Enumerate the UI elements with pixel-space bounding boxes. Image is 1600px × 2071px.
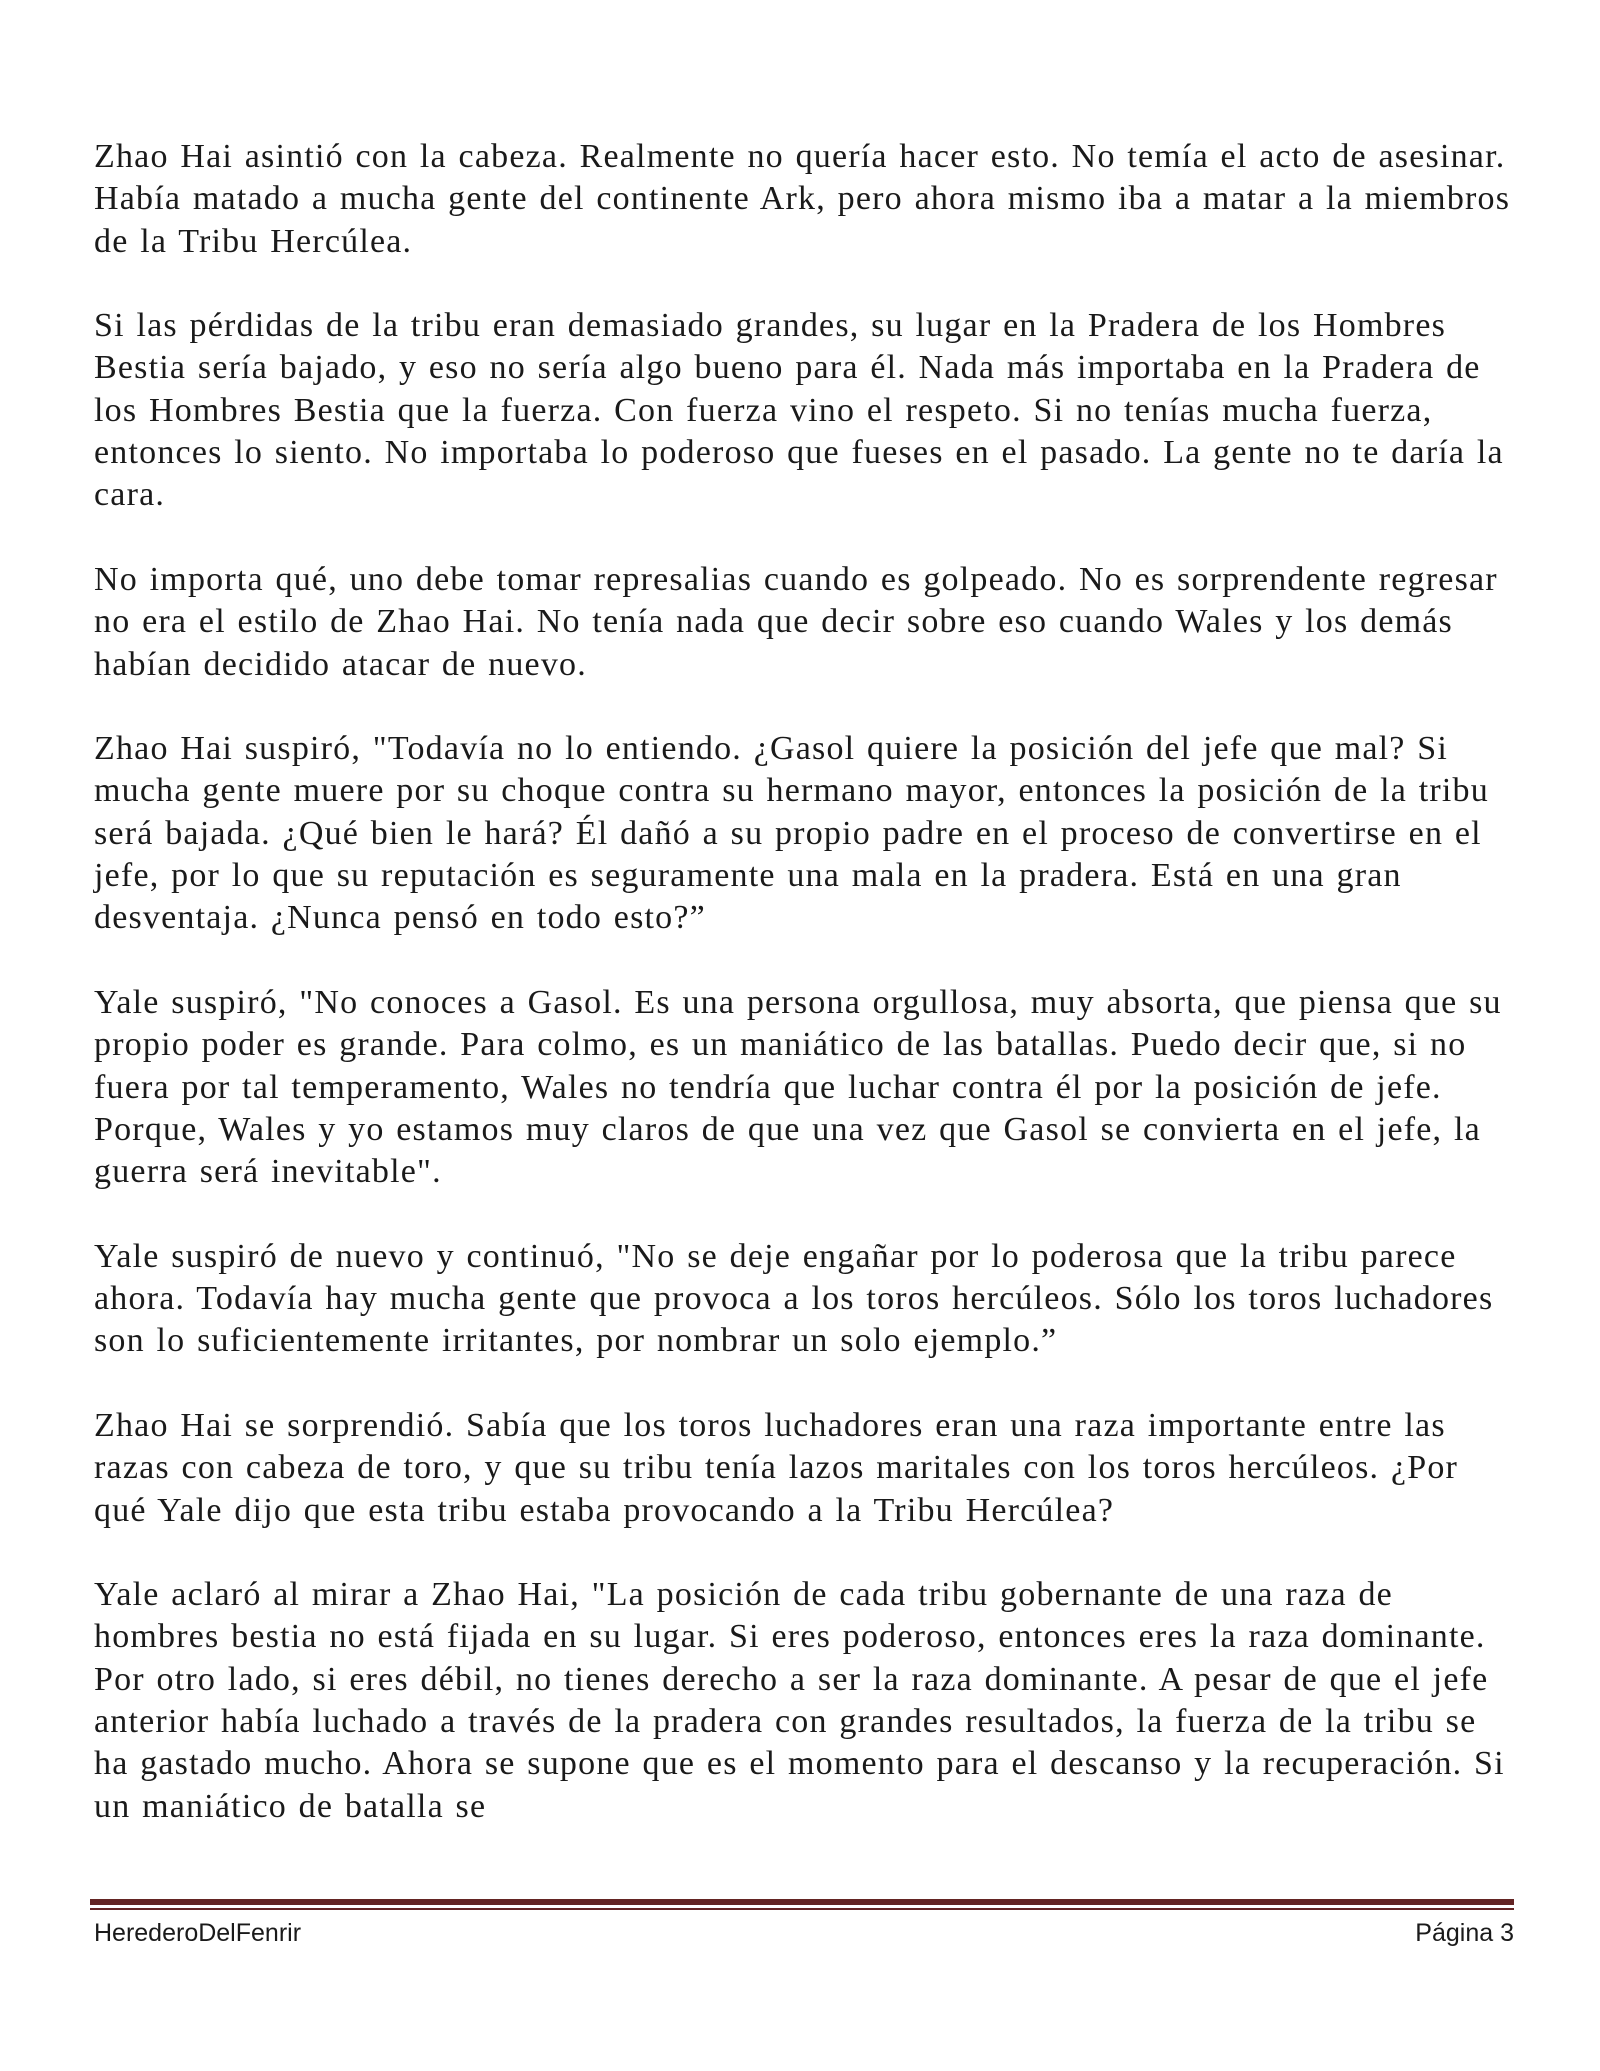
footer-author: HerederoDelFenrir: [94, 1919, 302, 1947]
paragraph: Yale aclaró al mirar a Zhao Hai, "La posición de cada tribu gobernante de una raza de hombres bestia no está fijada en su lugar. Si eres poderoso, entonces eres la raza dominante. Por otro lado, si eres débil, no tienes derecho a ser la raza dominante. A pesar de que el jefe anterior había luchado a través de la pradera con grandes resultados, la fuerza de la tribu se ha gastado mucho. Ahora se supone que es el momento para el descanso y la recuperación. Si un maniático de batalla se: [94, 1576, 1505, 1825]
paragraph: Zhao Hai suspiró, "Todavía no lo entiendo. ¿Gasol quiere la posición del jefe que mal? Si mucha gente muere por su choque contra su hermano mayor, entonces la posición de la tribu será bajada. ¿Qué bien le hará? Él dañó a su propio padre en el proceso de convertirse en el jefe, por lo que su reputación es seguramente una mala en la pradera. Está en una gran desventaja. ¿Nunca pensó en todo esto?”: [94, 730, 1489, 937]
paragraph: No importa qué, uno debe tomar represalias cuando es golpeado. No es sorprendente regresar no era el estilo de Zhao Hai. No tenía nada que decir sobre eso cuando Wales y los demás habían decidido atacar de nuevo.: [94, 560, 1498, 683]
paragraph: Si las pérdidas de la tribu eran demasiado grandes, su lugar en la Pradera de los Hombres Bestia sería bajado, y eso no sería algo bueno para él. Nada más importaba en la Pradera de los Hombres Bestia que la fuerza. Con fuerza vino el respeto. Si no tenías mucha fuerza, entonces lo siento. No importaba lo poderoso que fueses en el pasado. La gente no te daría la cara.: [94, 307, 1504, 514]
paragraph: Zhao Hai se sorprendió. Sabía que los toros luchadores eran una raza importante entre las razas con cabeza de toro, y que su tribu tenía lazos maritales con los toros hercúleos. ¿Por qué Yale dijo que esta tribu estaba provocando a la Tribu Hercúlea?: [94, 1406, 1459, 1529]
paragraph: Yale suspiró de nuevo y continuó, "No se deje engañar por lo poderosa que la tribu parece ahora. Todavía hay mucha gente que provoca a los toros hercúleos. Sólo los toros luchadores son lo suficientemente irritantes, por nombrar un solo ejemplo.”: [94, 1237, 1494, 1360]
footer-divider: [90, 1899, 1514, 1911]
footer-divider-thin: [90, 1908, 1514, 1910]
footer-page-number: Página 3: [1415, 1919, 1514, 1947]
footer-divider-thick: [90, 1899, 1514, 1905]
paragraph: Zhao Hai asintió con la cabeza. Realmente no quería hacer esto. No temía el acto de asesinar. Había matado a mucha gente del continente Ark, pero ahora mismo iba a matar a la miembros de la Tribu Hercúlea.: [94, 138, 1511, 260]
paragraph: Yale suspiró, "No conoces a Gasol. Es una persona orgullosa, muy absorta, que piensa que su propio poder es grande. Para colmo, es un maniático de las batallas. Puedo decir que, si no fuera por tal temperamento, Wales no tendría que luchar contra él por la posición de jefe. Porque, Wales y yo estamos muy claros de que una vez que Gasol se convierta en el jefe, la guerra será inevitable".: [94, 983, 1502, 1191]
body-text: [94, 136, 1514, 1870]
